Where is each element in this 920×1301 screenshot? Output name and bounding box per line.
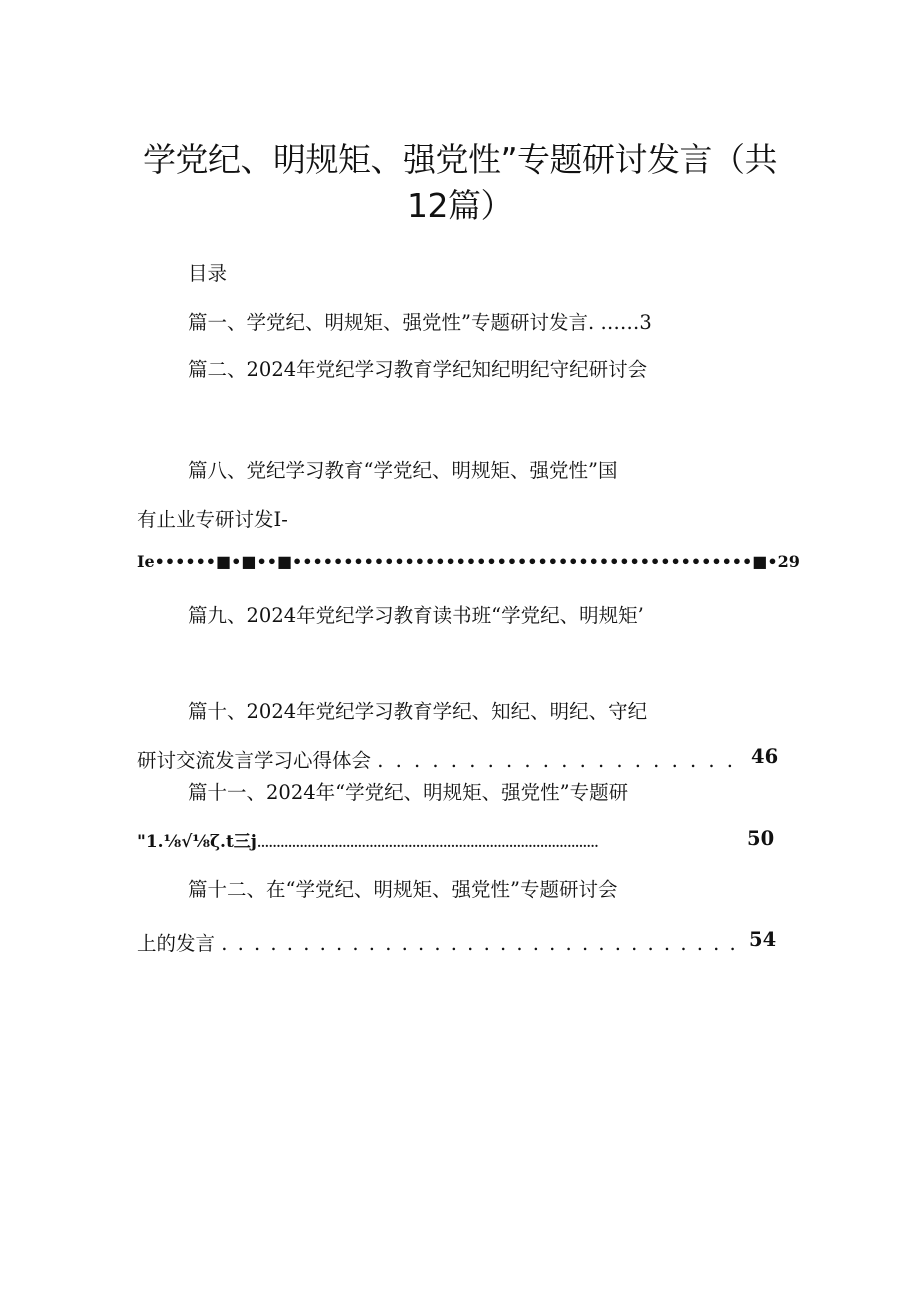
document-title-line2: 12篇）: [407, 186, 513, 225]
toc-entry-9: 篇九、2024年党纪学习教育读书班“学党纪、明规矩’: [188, 604, 644, 627]
toc-entry-10-line2: [137, 745, 736, 773]
toc-entry-12-line2: [137, 928, 738, 956]
toc-entry-12-leader: . . . . . . . . . . . . . . . . . . . . . . . . . . . . . . . .: [221, 932, 738, 955]
toc-entry-8-line1: 篇八、党纪学习教育“学党纪、明规矩、强党性”国: [188, 459, 618, 482]
toc-entry-2: 篇二、2024年党纪学习教育学纪知纪明纪守纪研讨会: [188, 358, 648, 381]
toc-entry-1: 篇一、学党纪、明规矩、强党性”专题研讨发言. ……3: [188, 311, 652, 334]
toc-heading: 目录: [188, 262, 228, 285]
toc-entry-10-leader: . . . . . . . . . . . . . . . . . . . .: [377, 749, 736, 772]
toc-entry-11-line2: [137, 827, 598, 852]
toc-entry-8-line2: 有止业专研讨发I-: [137, 508, 288, 531]
toc-entry-10-line1: 篇十、2024年党纪学习教育学纪、知纪、明纪、守纪: [188, 700, 648, 723]
toc-entry-12-page: 54: [749, 928, 777, 951]
toc-entry-12-text: 上的发言: [137, 932, 216, 955]
toc-entry-10-page: 46: [751, 745, 779, 768]
toc-entry-11-page: 50: [747, 827, 775, 850]
toc-entry-11-line1: 篇十一、2024年“学党纪、明规矩、强党性”专题研: [188, 781, 629, 804]
toc-entry-11-leader: ........................................................................................: [256, 836, 599, 850]
toc-entry-12-line1: 篇十二、在“学党纪、明规矩、强党性”专题研讨会: [188, 878, 618, 901]
toc-entry-10-text: 研讨交流发言学习心得体会: [137, 749, 372, 772]
toc-entry-8-line3: Ie••••••■•■••■•••••••••••••••••••••••••••••••••••••••••••••■•29: [137, 552, 800, 571]
document-title-line1: 学党纪、明规矩、强党性”专题研讨发言（共: [142, 140, 778, 179]
toc-entry-11-text: "1.⅛√⅛ζ.t三j: [137, 832, 257, 852]
